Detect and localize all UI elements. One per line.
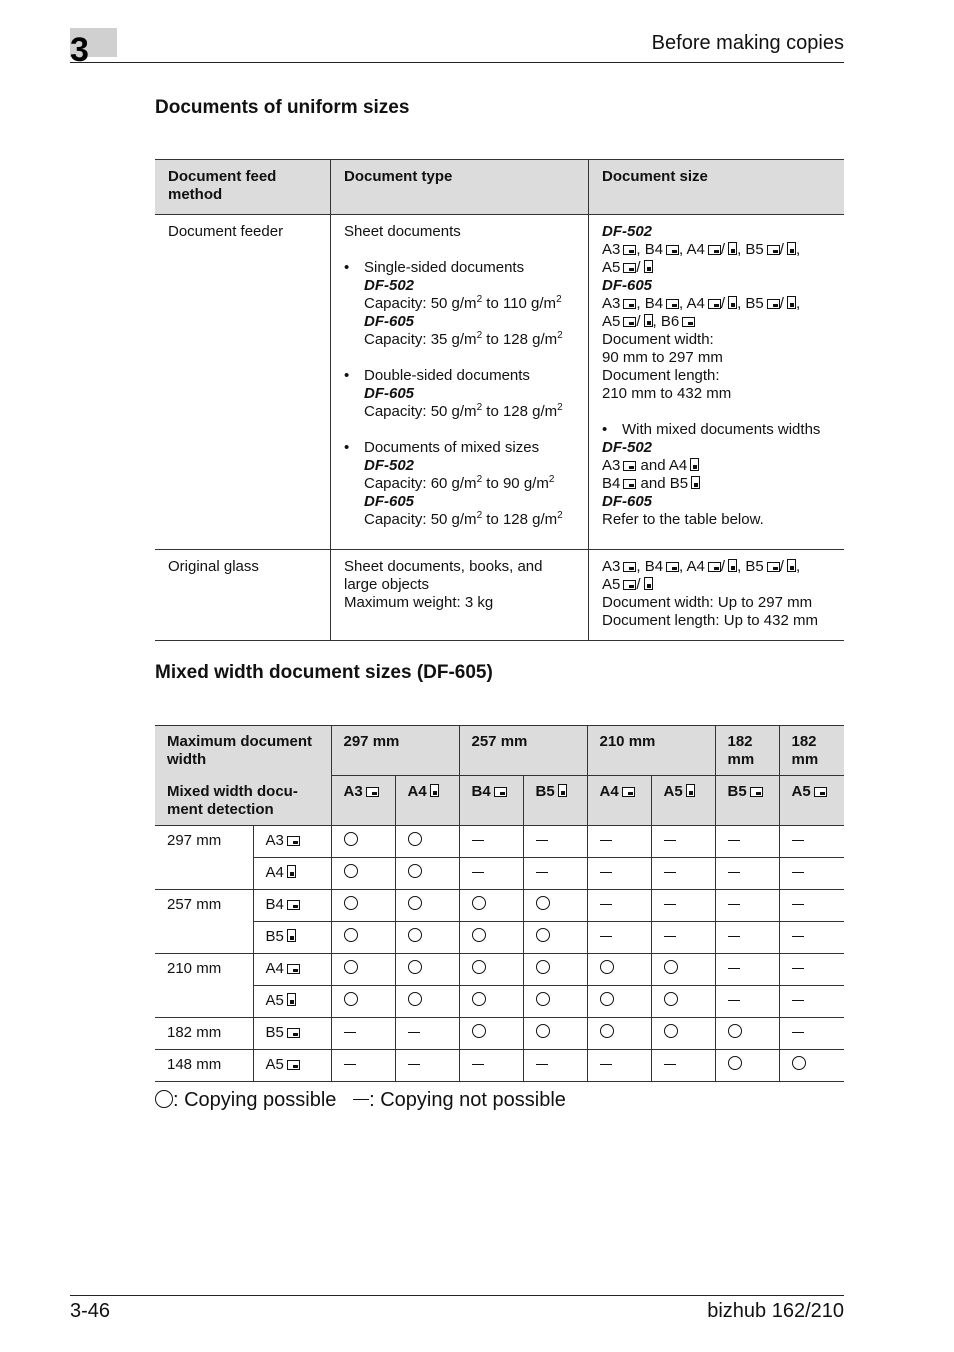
circle-icon bbox=[536, 1024, 550, 1038]
circle-icon bbox=[344, 832, 358, 846]
compat-cell bbox=[523, 1017, 587, 1049]
chapter-number: 3 bbox=[70, 31, 89, 69]
circle-icon bbox=[536, 928, 550, 942]
compat-cell bbox=[523, 985, 587, 1017]
circle-icon bbox=[344, 960, 358, 974]
dash-icon bbox=[728, 872, 740, 873]
dash-icon bbox=[728, 1000, 740, 1001]
dash-icon bbox=[728, 840, 740, 841]
circle-icon bbox=[664, 992, 678, 1006]
capacity-text: Capacity: 50 $g/m^2$ to 128 $g/m^2$ bbox=[364, 402, 563, 420]
dash-icon bbox=[472, 1064, 484, 1065]
compat-cell bbox=[715, 921, 779, 953]
compat-cell bbox=[331, 985, 395, 1017]
feed-method-cell: Original glass bbox=[155, 550, 331, 641]
compat-cell bbox=[523, 1049, 587, 1081]
circle-icon bbox=[155, 1090, 173, 1108]
mixed-width-table-body bbox=[155, 825, 844, 1081]
compat-cell bbox=[523, 921, 587, 953]
row-group-width: 257 mm bbox=[155, 889, 253, 953]
circle-icon bbox=[792, 1056, 806, 1070]
section-title-mixed-width: Mixed width document sizes (DF-605) bbox=[155, 662, 493, 683]
compat-cell bbox=[331, 953, 395, 985]
compat-cell bbox=[459, 921, 523, 953]
corner-header-detection: Mixed width docu-ment detection bbox=[167, 782, 298, 818]
dash-icon bbox=[792, 1000, 804, 1001]
page-number: 3-46 bbox=[70, 1300, 111, 1322]
table-row bbox=[155, 953, 844, 985]
dash-icon bbox=[344, 1032, 356, 1033]
circle-icon bbox=[664, 960, 678, 974]
table-row bbox=[155, 1017, 844, 1049]
compat-cell bbox=[395, 1049, 459, 1081]
circle-icon bbox=[408, 864, 422, 878]
dash-icon bbox=[792, 1032, 804, 1033]
dash-icon bbox=[600, 1064, 612, 1065]
compat-cell bbox=[395, 921, 459, 953]
mixed-width-table bbox=[155, 725, 844, 1082]
header-title: Before making copies bbox=[651, 32, 844, 54]
compat-cell bbox=[587, 921, 651, 953]
circle-icon bbox=[664, 1024, 678, 1038]
dash-icon bbox=[792, 936, 804, 937]
dash-icon bbox=[792, 840, 804, 841]
row-size: A3 bbox=[253, 825, 331, 857]
row-group-width: 210 mm bbox=[155, 953, 253, 1017]
compat-cell bbox=[523, 889, 587, 921]
dash-icon bbox=[536, 1064, 548, 1065]
size-header: A5 bbox=[779, 776, 844, 826]
dash-icon bbox=[472, 872, 484, 873]
product-name: bizhub 162/210 bbox=[707, 1300, 844, 1322]
table-row bbox=[155, 857, 844, 889]
col-header-document-type: Document type bbox=[331, 160, 589, 215]
compat-cell bbox=[395, 1017, 459, 1049]
compat-cell bbox=[459, 1049, 523, 1081]
row-size: B5 bbox=[253, 1017, 331, 1049]
compat-cell bbox=[587, 985, 651, 1017]
dash-icon bbox=[792, 968, 804, 969]
compat-cell bbox=[779, 825, 844, 857]
dash-icon bbox=[728, 904, 740, 905]
table-row bbox=[155, 550, 844, 641]
row-group-width: 182 mm bbox=[155, 1017, 253, 1049]
dash-icon bbox=[536, 840, 548, 841]
compat-cell bbox=[587, 857, 651, 889]
circle-icon bbox=[344, 928, 358, 942]
circle-icon bbox=[536, 960, 550, 974]
row-size: A4 bbox=[253, 953, 331, 985]
document-type-cell: Sheet documents, books, and large objects Maximum weight: 3 kg bbox=[331, 550, 589, 641]
compat-cell bbox=[651, 1049, 715, 1081]
table-row bbox=[155, 921, 844, 953]
width-header: 297 mm bbox=[331, 726, 459, 776]
size-header: B5 bbox=[715, 776, 779, 826]
compat-cell bbox=[459, 857, 523, 889]
circle-icon bbox=[472, 928, 486, 942]
compat-cell bbox=[779, 857, 844, 889]
dash-icon bbox=[353, 1099, 369, 1100]
circle-icon bbox=[600, 960, 614, 974]
circle-icon bbox=[344, 896, 358, 910]
table-row bbox=[155, 985, 844, 1017]
compat-cell bbox=[779, 1049, 844, 1081]
circle-icon bbox=[600, 992, 614, 1006]
document-size-cell: A3 , B4 , A4 / , B5 / , A5 / Document width: Up to 297 mm Document length: Up to 432 mm bbox=[589, 550, 845, 641]
compat-cell bbox=[715, 825, 779, 857]
size-header: B5 bbox=[523, 776, 587, 826]
compat-cell bbox=[651, 889, 715, 921]
compat-cell bbox=[587, 953, 651, 985]
circle-icon bbox=[344, 992, 358, 1006]
compat-cell bbox=[523, 857, 587, 889]
compat-cell bbox=[651, 857, 715, 889]
header-rule bbox=[70, 62, 844, 63]
dash-icon bbox=[600, 936, 612, 937]
compat-cell bbox=[779, 953, 844, 985]
compat-cell bbox=[651, 1017, 715, 1049]
document-size-cell: DF-502 A3 , B4 , A4 / , B5 / , A5 / DF-605 A3 , B4 , A4 / , B5 / , A5 / , B6 Document width: 90 mm to 297 mm Document length: 210 mm to 432 mm • With mixed documents widths DF-502 A3 and A4 B4 and B5 DF-605 Refer to the table below. bbox=[589, 215, 845, 550]
compat-cell bbox=[651, 953, 715, 985]
compat-cell bbox=[715, 1049, 779, 1081]
width-header: 257 mm bbox=[459, 726, 587, 776]
legend: : Copying possible : Copying not possible bbox=[155, 1089, 566, 1112]
circle-icon bbox=[728, 1056, 742, 1070]
compat-cell bbox=[395, 985, 459, 1017]
compat-cell bbox=[651, 921, 715, 953]
compat-cell bbox=[651, 825, 715, 857]
dash-icon bbox=[600, 872, 612, 873]
compat-cell bbox=[587, 889, 651, 921]
compat-cell bbox=[523, 825, 587, 857]
row-size: A5 bbox=[253, 985, 331, 1017]
capacity-text: Capacity: 60 $g/m^2$ to 90 $g/m^2$ bbox=[364, 474, 555, 492]
compat-cell bbox=[459, 825, 523, 857]
dash-icon bbox=[600, 904, 612, 905]
size-header: A3 bbox=[331, 776, 395, 826]
col-header-feed-method: Document feed method bbox=[168, 168, 277, 203]
compat-cell bbox=[587, 1017, 651, 1049]
table-row bbox=[155, 889, 844, 921]
dash-icon bbox=[664, 936, 676, 937]
row-group-width: 297 mm bbox=[155, 825, 253, 889]
uniform-sizes-table bbox=[155, 159, 844, 641]
compat-cell bbox=[395, 825, 459, 857]
dash-icon bbox=[728, 968, 740, 969]
capacity-text: Capacity: 50 $g/m^2$ to 110 $g/m^2$ bbox=[364, 294, 562, 312]
capacity-text: Capacity: 50 $g/m^2$ to 128 $g/m^2$ bbox=[364, 510, 563, 528]
list-item: • Single-sided documents bbox=[344, 259, 576, 277]
compat-cell bbox=[587, 1049, 651, 1081]
compat-cell bbox=[779, 889, 844, 921]
corner-header-max-width: Maximum document width bbox=[167, 733, 313, 768]
circle-icon bbox=[472, 992, 486, 1006]
list-item: • Double-sided documents bbox=[344, 367, 576, 385]
compat-cell bbox=[395, 889, 459, 921]
compat-cell bbox=[587, 825, 651, 857]
dash-icon bbox=[536, 872, 548, 873]
circle-icon bbox=[600, 1024, 614, 1038]
document-type-cell: Sheet documents • Single-sided documents DF-502 Capacity: 50 $g/m^2$ to 110 $g/m^2$ DF-605 Capacity: 35 $g/m^2$ to 128 $g/m^2$ • Double-sided documents DF-605 Capacity: 50 $g/m^2$ to 128 $g/m^2$ • Documents of mixed sizes DF-502 Capacity: 60 $g/m^2$ to 90 $g/m^2$ DF-605 Capacity: 50 $g/m^2$ to 128 $g/m^2$ bbox=[331, 215, 589, 550]
section-title-uniform-sizes: Documents of uniform sizes bbox=[155, 97, 410, 118]
compat-cell bbox=[715, 985, 779, 1017]
compat-cell bbox=[459, 953, 523, 985]
circle-icon bbox=[472, 960, 486, 974]
list-item: • With mixed documents widths bbox=[602, 421, 832, 439]
width-header: 182 mm bbox=[779, 726, 844, 776]
compat-cell bbox=[459, 985, 523, 1017]
size-header: A5 bbox=[651, 776, 715, 826]
dash-icon bbox=[472, 840, 484, 841]
dash-icon bbox=[792, 872, 804, 873]
compat-cell bbox=[779, 985, 844, 1017]
circle-icon bbox=[408, 960, 422, 974]
size-header: A4 bbox=[395, 776, 459, 826]
row-size: A5 bbox=[253, 1049, 331, 1081]
compat-cell bbox=[331, 1049, 395, 1081]
footer-rule bbox=[70, 1295, 844, 1296]
circle-icon bbox=[408, 928, 422, 942]
dash-icon bbox=[344, 1064, 356, 1065]
compat-cell bbox=[331, 921, 395, 953]
list-item: • Documents of mixed sizes bbox=[344, 439, 576, 457]
col-header-document-size: Document size bbox=[589, 160, 845, 215]
circle-icon bbox=[408, 992, 422, 1006]
compat-cell bbox=[715, 953, 779, 985]
compat-cell bbox=[395, 857, 459, 889]
circle-icon bbox=[408, 896, 422, 910]
compat-cell bbox=[715, 889, 779, 921]
compat-cell bbox=[651, 985, 715, 1017]
dash-icon bbox=[408, 1064, 420, 1065]
dash-icon bbox=[600, 840, 612, 841]
compat-cell bbox=[523, 953, 587, 985]
dash-icon bbox=[664, 904, 676, 905]
compat-cell bbox=[395, 953, 459, 985]
row-group-width: 148 mm bbox=[155, 1049, 253, 1081]
row-size: A4 bbox=[253, 857, 331, 889]
circle-icon bbox=[472, 1024, 486, 1038]
compat-cell bbox=[459, 1017, 523, 1049]
row-size: B4 bbox=[253, 889, 331, 921]
compat-cell bbox=[779, 921, 844, 953]
compat-cell bbox=[331, 857, 395, 889]
size-header: B4 bbox=[459, 776, 523, 826]
circle-icon bbox=[472, 896, 486, 910]
row-size: B5 bbox=[253, 921, 331, 953]
circle-icon bbox=[728, 1024, 742, 1038]
compat-cell bbox=[331, 889, 395, 921]
table-row bbox=[155, 1049, 844, 1081]
width-header: 210 mm bbox=[587, 726, 715, 776]
dash-icon bbox=[728, 936, 740, 937]
compat-cell bbox=[331, 825, 395, 857]
circle-icon bbox=[344, 864, 358, 878]
circle-icon bbox=[408, 832, 422, 846]
dash-icon bbox=[664, 840, 676, 841]
width-header: 182 mm bbox=[715, 726, 779, 776]
capacity-text: Capacity: 35 $g/m^2$ to 128 $g/m^2$ bbox=[364, 330, 563, 348]
dash-icon bbox=[792, 904, 804, 905]
dash-icon bbox=[408, 1032, 420, 1033]
dash-icon bbox=[664, 872, 676, 873]
table-row bbox=[155, 215, 844, 550]
dash-icon bbox=[664, 1064, 676, 1065]
feed-method-cell: Document feeder bbox=[155, 215, 331, 550]
compat-cell bbox=[779, 1017, 844, 1049]
compat-cell bbox=[459, 889, 523, 921]
circle-icon bbox=[536, 896, 550, 910]
compat-cell bbox=[331, 1017, 395, 1049]
compat-cell bbox=[715, 857, 779, 889]
table-row bbox=[155, 825, 844, 857]
size-header: A4 bbox=[587, 776, 651, 826]
compat-cell bbox=[715, 1017, 779, 1049]
circle-icon bbox=[536, 992, 550, 1006]
